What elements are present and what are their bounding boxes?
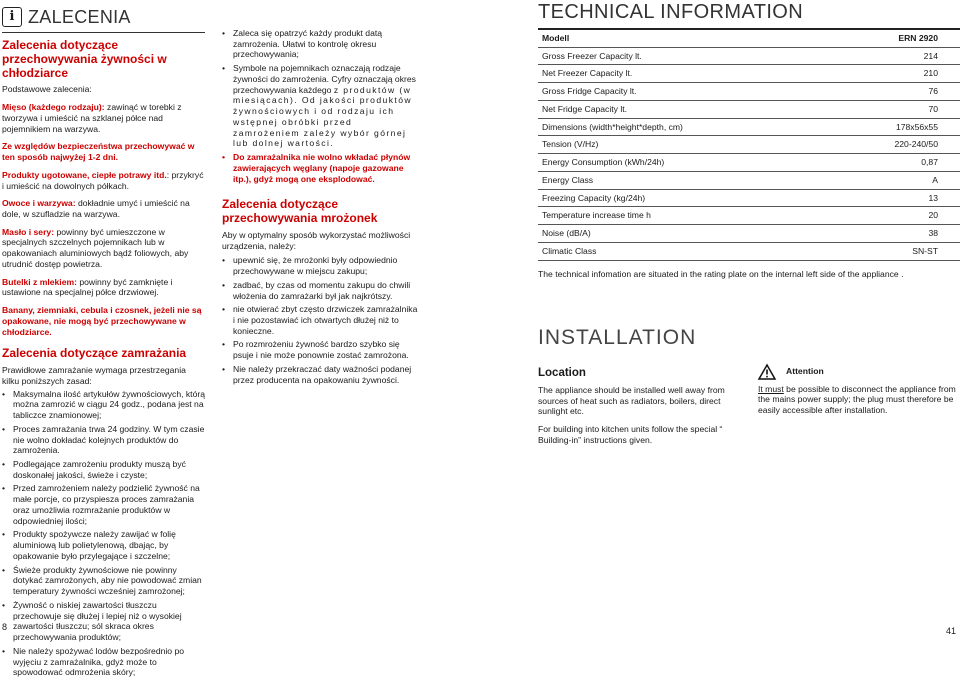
label-cooked: Produkty ugotowane, ciepłe potrawy itd. [2,169,167,180]
freezing-list-continued [222,28,420,184]
list-item: • Żywność o niskiej zawartości tłuszczu przechowuje się dłużej i lepiej niż o wysokiej zawartości tłuszczu; sól skraca okres przechowywania produktów; [2,600,205,643]
attention-body: be possible to disconnect the appliance from the mains power supply; the plug must therefore be easily accessible after installation. [758,383,956,415]
list-item: • nie otwierać zbyt często drzwiczek zamrażalnika i nie pozostawiać ich otwartych dłużej niż to konieczne. [222,304,420,336]
label-bananas: Banany, ziemniaki, cebula i czosnek, jeżeli nie są opakowane, nie mogą być przechowywane w chłodziarce. [2,305,202,337]
table-cell: 214 [826,47,960,65]
divider [2,32,205,33]
warning-icon [758,364,776,380]
table-row [538,83,960,101]
right-column [538,0,960,453]
symbols-continued-a: Cyfry oznaczają okres przechowywania każdego [233,73,416,95]
para-fruit [2,198,205,219]
list-item: • Maksymalna ilość artykułów żywnościowych, którą można zamrozić w ciągu 24 godz., podana jest na tabliczce znamionowej; [2,389,205,421]
list-item: • Nie należy spożywać lodów bezpośrednio po wyjęciu z zamrażalnika, gdyż może to spowodować odmrożenia skóry; [2,646,205,678]
symbols-text: Symbole na pojemnikach oznaczają rodzaje żywności do zamrożenia. [233,63,401,84]
table-row [538,47,960,65]
table-cell: Gross Fridge Capacity lt. [538,83,826,101]
list-item: • Świeże produkty żywnościowe nie powinny dotykać zamrożonych, aby nie powodować zmian temperatury żywności wcześniej zamrożonej; [2,565,205,597]
table-cell: Freezing Capacity (kg/24h) [538,189,826,207]
table-row [538,136,960,154]
location-para-2: For building into kitchen units follow the special “ Building-in” instructions given. [538,424,723,445]
table-cell: Climatic Class [538,242,826,260]
page-number-left: 8 [2,621,8,632]
install-section [538,352,960,453]
left-column [2,0,205,681]
install-title: INSTALLATION [538,326,697,350]
attention-block [758,364,960,453]
list-item: • Nie należy przekraczać daty ważności podanej przez producenta na opakowaniu żywności. [222,364,420,385]
table-row [538,242,960,260]
para-milk [2,277,205,298]
attention-heading: Attention [786,366,824,377]
freeze-intro: Prawidłowe zamrażanie wymaga przestrzegania kilku poniższych zasad: [2,365,186,386]
heading-fridge-storage: Zalecenia dotyczące przechowywania żywności w chłodziarce [2,38,167,80]
label-fruit: Owoce i warzywa: [2,198,76,209]
label-milk: Butelki z mlekiem: [2,276,77,287]
table-cell: Energy Class [538,171,826,189]
attention-must: It must [758,383,784,394]
location-block [538,352,728,453]
table-cell: Energy Consumption (kWh/24h) [538,154,826,172]
table-cell: Gross Freezer Capacity lt. [538,47,826,65]
text-butter: powinny być umieszczone w specjalnych szczelnych pojemnikach lub w opakowaniach aluminiowych bądź foliowych, aby utrudnić dostęp powietrza. [2,226,189,269]
attention-text [758,384,960,416]
tech-title: TECHNICAL INFORMATION [538,1,804,23]
table-cell: 13 [826,189,960,207]
para-meat [2,102,205,134]
attention-header [758,364,960,380]
list-item: • Proces zamrażania trwa 24 godziny. W tym czasie nie wolno dokładać kolejnych produktów do zamrożenia. [2,424,205,456]
table-cell: A [826,171,960,189]
frozen-intro: Aby w optymalny sposób wykorzystać możliwości urządzenia, należy: [222,229,411,251]
middle-column [222,26,420,388]
label-meat: Mięso (każdego rodzaju): [2,102,105,113]
location-para-1: The appliance should be installed well away from sources of heat such as radiators, boilers, direct sunlight etc. [538,384,725,417]
list-item: • zadbać, by czas od momentu zakupu do chwili włożenia do zamrażarki był jak najkrótszy. [222,280,420,301]
table-header-row [538,29,960,47]
text-meat: zawinąć w torebki z tworzywa i umieścić na szklanej półce nad pojemnikiem na warzywa. [2,102,182,134]
table-cell: ERN 2920 [826,29,960,47]
table-cell: 220-240/50 [826,136,960,154]
para-cooked [2,170,205,191]
frozen-list [222,255,420,385]
table-cell: 210 [826,65,960,83]
label-safety: Ze względów bezpieczeństwa przechowywać w ten sposób najwyżej 1-2 dni. [2,141,195,163]
table-row [538,207,960,225]
page-number-right: 41 [945,625,956,636]
text-milk: powinny być zamknięte i ustawione na specjalnej półce drzwiowej. [2,276,173,298]
section-header [2,2,205,32]
list-item: • upewnić się, że mrożonki były odpowiednio przechowywane w miejscu zakupu; [222,255,420,276]
heading-freezing: Zalecenia dotyczące zamrażania [2,346,187,361]
table-row [538,189,960,207]
table-cell: 20 [826,207,960,225]
table-row [538,171,960,189]
para-safety [2,141,205,162]
table-cell: 76 [826,83,960,101]
text-cooked: : przykryć i umieścić na dowolnych półkach. [2,169,204,191]
table-row [538,65,960,83]
table-cell: 70 [826,100,960,118]
intro-text: Podstawowe zalecenia: [2,84,92,95]
table-cell: 0,87 [826,154,960,172]
table-cell: 38 [826,225,960,243]
heading-frozen-storage: Zalecenia dotyczące przechowywania mrożonek [222,197,378,226]
section-title: ZALECENIA [28,6,131,27]
table-cell: SN-ST [826,242,960,260]
list-item [222,63,420,149]
text-fruit: dokładnie umyć i umieścić na dole, w szufladzie na warzywa. [2,198,190,219]
table-cell: Modell [538,29,826,47]
list-item-warning: • Do zamrażalnika nie wolno wkładać płynów zawierających węglany (napoje gazowane itp.), gdyż mogą one eksplodować. [222,152,420,184]
para-butter [2,227,205,270]
info-icon: i [2,7,22,27]
freezing-list [2,389,205,678]
table-cell: Net Fridge Capacity lt. [538,100,826,118]
label-butter: Masło i sery: [2,226,55,237]
list-item: • Produkty spożywcze należy zawijać w folię aluminiową lub polietylenową, dbając, by opakowanie było przylegające i szczelne; [2,529,205,561]
list-item: • Zaleca się opatrzyć każdy produkt datą zamrożenia. Ułatwi to kontrolę okresu przechowywania; [222,28,420,60]
table-row [538,154,960,172]
table-cell: 178x56x55 [826,118,960,136]
symbols-continued-b: z produktów (w miesiącach). Od jakości produktów żywnościowych i od rodzaju ich wstępnej obróbki przed zamrożeniem zależy wybór górnej lub dolnej wartości. [233,84,412,149]
table-cell: Dimensions (width*height*depth, cm) [538,118,826,136]
table-row [538,118,960,136]
list-item: • Przed zamrożeniem należy podzielić żywność na małe porcje, co przyspiesza proces zamrażania oraz umożliwia rozmrażanie produktów w odpowiedniej ilości; [2,483,205,526]
list-item: • Podlegające zamrożeniu produkty muszą być doskonałej jakości, świeże i czyste; [2,459,205,480]
table-cell: Tension (V/Hz) [538,136,826,154]
table-row [538,225,960,243]
table-cell: Temperature increase time h [538,207,826,225]
location-heading: Location [538,366,586,379]
para-bananas [2,305,205,337]
table-row [538,100,960,118]
list-item: • Po rozmrożeniu żywność bardzo szybko się psuje i nie może ponownie zostać zamrożona. [222,339,420,360]
table-note: The technical infomation are situated in the rating plate on the internal left side of the appliance . [538,268,904,279]
table-cell: Net Freezer Capacity lt. [538,65,826,83]
spec-table [538,28,960,261]
table-cell: Noise (dB/A) [538,225,826,243]
